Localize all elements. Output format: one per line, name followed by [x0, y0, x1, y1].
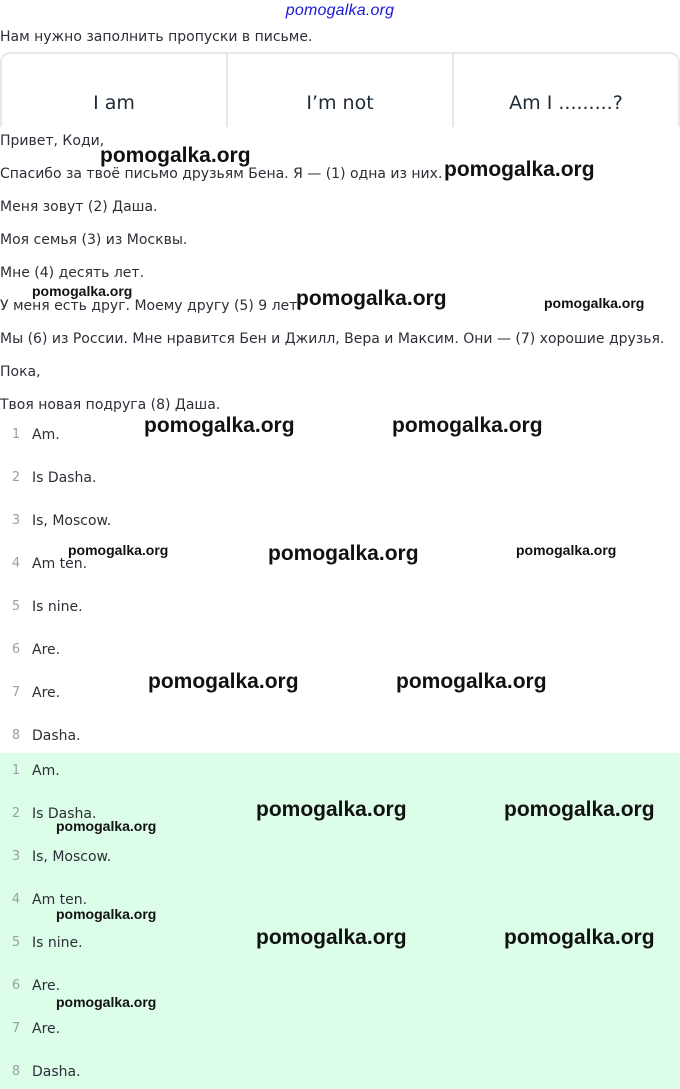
watermark: pomogalka.org [504, 798, 655, 821]
answer-text: Dasha. [32, 728, 81, 744]
answer-number: 7 [11, 685, 21, 700]
answer-text: Am. [32, 427, 60, 443]
site-header-link[interactable]: pomogalka.org [285, 2, 395, 19]
option-i-am: I am [2, 54, 228, 127]
answer-text: Dasha. [32, 1064, 81, 1080]
letter-line: Меня зовут (2) Даша. [0, 199, 158, 215]
answer-number: 8 [11, 1064, 21, 1079]
options-table [0, 52, 680, 127]
letter-line: Мы (6) из России. Мне нравится Бен и Джилл, Вера и Максим. Они — (7) хорошие друзья. [0, 331, 665, 347]
letter-line: Спасибо за твоё письмо друзьям Бена. Я — (1) одна из них. [0, 166, 443, 182]
watermark: pomogalka.org [268, 542, 419, 565]
answer-text: Are. [32, 642, 61, 658]
watermark: pomogalka.org [100, 144, 251, 167]
answer-text: Is nine. [32, 599, 83, 615]
answer-row [0, 599, 680, 619]
letter-line: Мне (4) десять лет. [0, 265, 145, 281]
answer-row [0, 513, 680, 533]
letter-line: Пока, [0, 364, 41, 380]
watermark: pomogalka.org [144, 414, 295, 437]
answer-text: Are. [32, 1021, 61, 1037]
answer-row [0, 685, 680, 705]
answer-row [0, 642, 680, 662]
letter-greeting: Привет, Коди, [0, 133, 105, 149]
watermark: pomogalka.org [256, 798, 407, 821]
answer-number: 3 [11, 513, 21, 528]
answer-number: 7 [11, 1021, 21, 1036]
watermark: pomogalka.org [56, 994, 157, 1010]
watermark: pomogalka.org [396, 670, 547, 693]
watermark: pomogalka.org [56, 906, 157, 922]
answer-number: 1 [11, 763, 21, 778]
watermark: pomogalka.org [32, 283, 133, 299]
letter-line: У меня есть друг. Моему другу (5) 9 лет. [0, 298, 302, 314]
answer-number: 5 [11, 599, 21, 614]
watermark: pomogalka.org [148, 670, 299, 693]
option-im-not: I’m not [228, 54, 454, 127]
answer-number: 6 [11, 978, 21, 993]
answer-number: 2 [11, 806, 21, 821]
watermark: pomogalka.org [392, 414, 543, 437]
watermark: pomogalka.org [444, 158, 595, 181]
watermark: pomogalka.org [504, 926, 655, 949]
answer-text: Am. [32, 763, 60, 779]
option-am-i: Am I .........? [509, 91, 623, 114]
letter-signature: Твоя новая подруга (8) Даша. [0, 397, 221, 413]
answer-text: Is, Moscow. [32, 513, 112, 529]
answer-text: Is Dasha. [32, 806, 97, 822]
answer-number: 2 [11, 470, 21, 485]
answer-row [0, 1064, 680, 1084]
answer-number: 4 [11, 556, 21, 571]
watermark: pomogalka.org [296, 287, 447, 310]
watermark: pomogalka.org [68, 542, 169, 558]
answer-number: 3 [11, 849, 21, 864]
answer-number: 4 [11, 892, 21, 907]
answer-text: Is nine. [32, 935, 83, 951]
answer-number: 8 [11, 728, 21, 743]
answer-number: 5 [11, 935, 21, 950]
answer-text: Am ten. [32, 892, 88, 908]
answer-text: Are. [32, 685, 61, 701]
answer-text: Is Dasha. [32, 470, 97, 486]
letter-line: Моя семья (3) из Москвы. [0, 232, 188, 248]
watermark: pomogalka.org [256, 926, 407, 949]
answer-text: Is, Moscow. [32, 849, 112, 865]
answer-text: Am ten. [32, 556, 88, 572]
answer-row [0, 728, 680, 748]
answer-row [0, 427, 680, 447]
answer-number: 1 [11, 427, 21, 442]
watermark: pomogalka.org [544, 295, 645, 311]
answer-number: 6 [11, 642, 21, 657]
watermark: pomogalka.org [56, 818, 157, 834]
answer-row [0, 763, 680, 783]
watermark: pomogalka.org [516, 542, 617, 558]
task-intro: Нам нужно заполнить пропуски в письме. [0, 29, 313, 45]
answer-row [0, 849, 680, 869]
answer-row [0, 1021, 680, 1041]
answer-row [0, 470, 680, 490]
answer-text: Are. [32, 978, 61, 994]
